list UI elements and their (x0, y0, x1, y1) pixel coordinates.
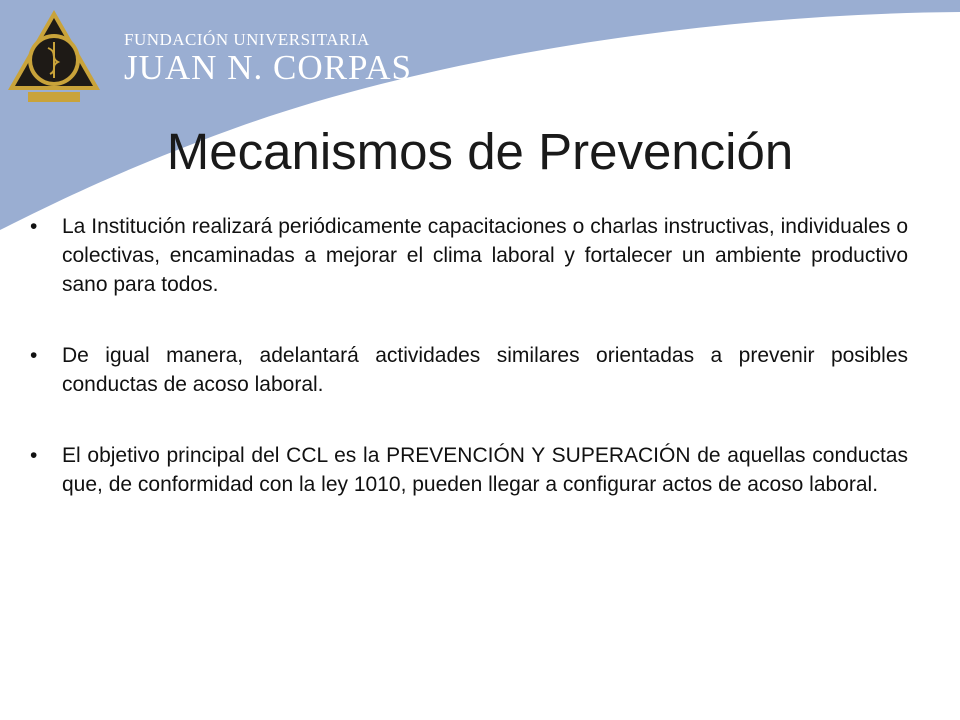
university-seal-logo (6, 8, 102, 104)
bullet-marker: • (30, 344, 38, 367)
slide-title: Mecanismos de Prevención (166, 123, 794, 180)
bullet-text: De igual manera, adelantará actividades similares orientadas a prevenir posibles conductas de acoso laboral. (62, 344, 908, 396)
bullet-marker: • (30, 215, 38, 238)
bullet-text: La Institución realizará periódicamente capacitaciones o charlas instructivas, individuales o colectivas, encaminadas a mejorar el clima laboral y fortalecer un ambiente productivo sano para todos. (62, 215, 908, 296)
bullet-item (30, 212, 908, 299)
bullet-marker: • (30, 444, 38, 467)
logo-line-name: JUAN N. CORPAS (124, 48, 412, 87)
bullet-item (30, 441, 908, 499)
bullet-list (30, 212, 908, 541)
bullet-text: El objetivo principal del CCL es la PREVENCIÓN Y SUPERACIÓN de aquellas conductas que, de conformidad con la ley 1010, pueden llegar a configurar actos de acoso laboral. (62, 444, 908, 496)
university-name (124, 30, 412, 86)
logo-line-foundation: FUNDACIÓN UNIVERSITARIA (124, 30, 370, 49)
bullet-item (30, 341, 908, 399)
